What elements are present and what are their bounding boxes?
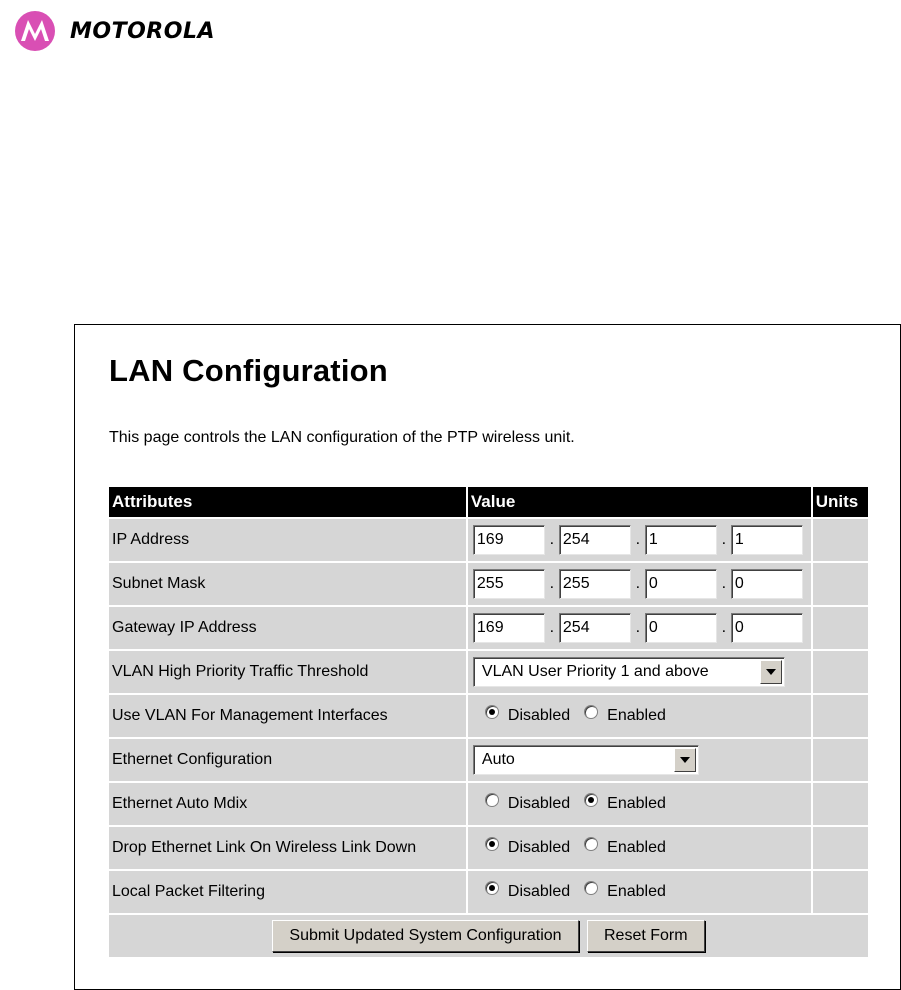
ip-address-fields: 169 . 254 . 1 . 1 (473, 525, 808, 555)
table-row-vlan-threshold (109, 651, 868, 693)
submit-config-button[interactable]: Submit Updated System Configuration (272, 920, 578, 952)
subnet-mask-label: Subnet Mask (109, 563, 466, 605)
header-units: Units (813, 487, 868, 517)
table-header-row (109, 487, 868, 517)
ip-address-octet-4[interactable] (731, 525, 803, 555)
vlan-mgmt-disabled-radio[interactable] (485, 707, 570, 725)
radio-label: Disabled (507, 883, 571, 900)
ip-address-octet-3[interactable] (645, 525, 717, 555)
header-attributes: Attributes (109, 487, 466, 517)
vlan-mgmt-label: Use VLAN For Management Interfaces (109, 695, 466, 737)
page-title: LAN Configuration (109, 353, 388, 388)
gateway-fields: 169 . 254 . 0 . 0 (473, 613, 808, 643)
drop-eth-radio-group (473, 839, 808, 857)
pkt-filter-disabled-radio[interactable] (485, 883, 570, 901)
radio-label: Enabled (607, 883, 666, 900)
gateway-octet-4[interactable] (731, 613, 803, 643)
gateway-octet-2[interactable] (559, 613, 631, 643)
vlan-threshold-units (813, 651, 868, 693)
eth-config-select[interactable] (473, 745, 699, 775)
table-row-drop-eth (109, 827, 868, 869)
eth-mdix-radio-group (473, 795, 808, 813)
subnet-mask-fields: 255 . 255 . 0 . 0 (473, 569, 808, 599)
table-row-pkt-filter (109, 871, 868, 913)
pkt-filter-units (813, 871, 868, 913)
radio-circle-icon[interactable] (584, 793, 598, 807)
header-value: Value (468, 487, 811, 517)
gateway-octet-3[interactable] (645, 613, 717, 643)
subnet-mask-units (813, 563, 868, 605)
vlan-threshold-label: VLAN High Priority Traffic Threshold (109, 651, 466, 693)
drop-eth-enabled-radio[interactable] (584, 839, 666, 857)
ip-address-units (813, 519, 868, 561)
chevron-down-icon[interactable] (674, 748, 696, 772)
radio-circle-icon[interactable] (485, 705, 499, 719)
pkt-filter-enabled-radio[interactable] (584, 883, 666, 901)
reset-form-button[interactable]: Reset Form (587, 920, 705, 952)
vlan-threshold-value: VLAN User Priority 1 and above (481, 663, 709, 680)
pkt-filter-label: Local Packet Filtering (109, 871, 466, 913)
eth-mdix-disabled-radio[interactable] (485, 795, 570, 813)
radio-label: Disabled (507, 707, 571, 724)
chevron-down-icon[interactable] (760, 660, 782, 684)
page-description: This page controls the LAN configuration of the PTP wireless unit. (109, 429, 575, 446)
table-row-subnet-mask (109, 563, 868, 605)
radio-circle-icon[interactable] (485, 837, 499, 851)
pkt-filter-radio-group (473, 883, 808, 901)
motorola-batwing-icon (14, 10, 56, 52)
radio-circle-icon[interactable] (485, 793, 499, 807)
table-row-vlan-mgmt (109, 695, 868, 737)
eth-config-value: Auto (481, 751, 515, 768)
radio-label: Enabled (607, 795, 666, 812)
vlan-mgmt-enabled-radio[interactable] (584, 707, 666, 725)
vlan-threshold-select[interactable] (473, 657, 785, 687)
subnet-mask-octet-2[interactable] (559, 569, 631, 599)
radio-circle-icon[interactable] (584, 837, 598, 851)
vlan-mgmt-radio-group (473, 707, 808, 725)
eth-config-units (813, 739, 868, 781)
table-row-ip-address (109, 519, 868, 561)
subnet-mask-octet-1[interactable] (473, 569, 545, 599)
gateway-units (813, 607, 868, 649)
radio-circle-icon[interactable] (584, 705, 598, 719)
eth-mdix-units (813, 783, 868, 825)
drop-eth-units (813, 827, 868, 869)
gateway-label: Gateway IP Address (109, 607, 466, 649)
config-panel (74, 324, 901, 990)
lan-config-table (107, 485, 870, 959)
table-row-gateway (109, 607, 868, 649)
brand-name: MOTOROLA (70, 18, 215, 44)
radio-label: Disabled (507, 795, 571, 812)
table-row-eth-mdix (109, 783, 868, 825)
vlan-mgmt-units (813, 695, 868, 737)
table-row-eth-config (109, 739, 868, 781)
subnet-mask-octet-3[interactable] (645, 569, 717, 599)
radio-circle-icon[interactable] (584, 881, 598, 895)
drop-eth-disabled-radio[interactable] (485, 839, 570, 857)
button-row (109, 915, 868, 957)
radio-label: Enabled (607, 707, 666, 724)
radio-circle-icon[interactable] (485, 881, 499, 895)
eth-mdix-label: Ethernet Auto Mdix (109, 783, 466, 825)
radio-label: Disabled (507, 839, 571, 856)
motorola-logo (14, 8, 215, 54)
eth-config-label: Ethernet Configuration (109, 739, 466, 781)
subnet-mask-octet-4[interactable] (731, 569, 803, 599)
radio-label: Enabled (607, 839, 666, 856)
ip-address-octet-2[interactable] (559, 525, 631, 555)
drop-eth-label: Drop Ethernet Link On Wireless Link Down (109, 827, 466, 869)
eth-mdix-enabled-radio[interactable] (584, 795, 666, 813)
ip-address-octet-1[interactable] (473, 525, 545, 555)
gateway-octet-1[interactable] (473, 613, 545, 643)
ip-address-label: IP Address (109, 519, 466, 561)
